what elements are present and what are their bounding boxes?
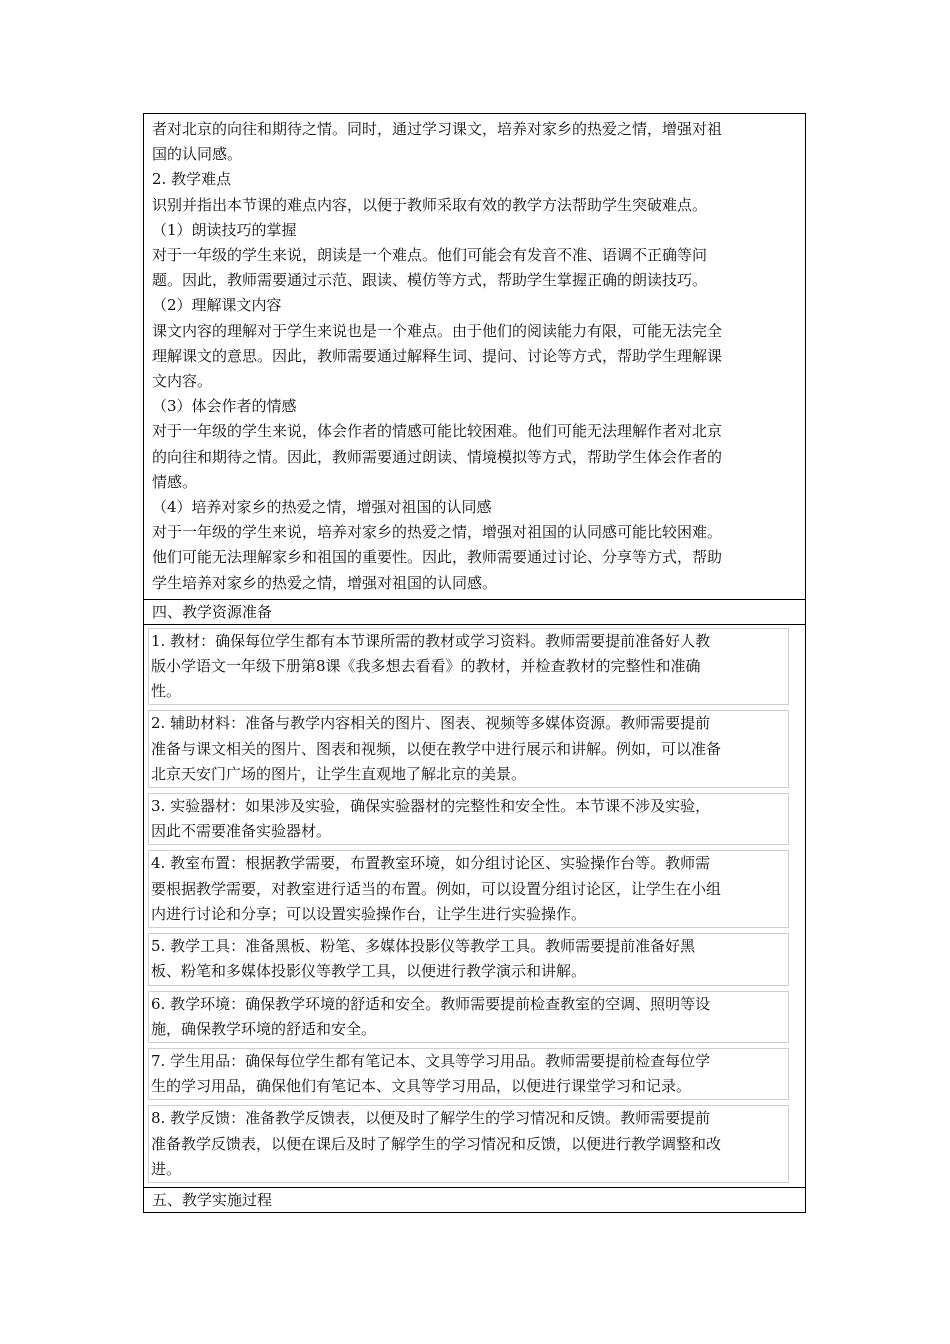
resource-item-line: 7. 学生用品：确保每位学生都有笔记本、文具等学习用品。教师需要提前检查每位学 (151, 1051, 711, 1070)
text-line: 题。因此，教师需要通过示范、跟读、模仿等方式，帮助学生掌握正确的朗读技巧。 (152, 271, 708, 290)
resource-item (148, 1048, 789, 1100)
resource-item-line: 准备教学反馈表，以便在课后及时了解学生的学习情况和反馈，以便进行教学调整和改 (151, 1134, 722, 1153)
text-line: 国的认同感。 (152, 145, 243, 164)
resource-item-line: 因此不需要准备实验器材。 (151, 822, 332, 841)
text-line: 对于一年级的学生来说，体会作者的情感可能比较困难。他们可能无法理解作者对北京 (152, 422, 723, 441)
text-line: （4）培养对家乡的热爱之情，增强对祖国的认同感 (152, 498, 492, 517)
text-line: 2. 教学难点 (152, 170, 232, 189)
text-line: 课文内容的理解对于学生来说也是一个难点。由于他们的阅读能力有限，可能无法完全 (152, 321, 723, 340)
resource-item-line: 1. 教材：确保每位学生都有本节课所需的教材或学习资料。教师需要提前准备好人教 (151, 631, 711, 650)
resource-item-line: 要根据教学需要，对教室进行适当的布置。例如，可以设置分组讨论区，让学生在小组 (151, 879, 722, 898)
resource-item-line: 施，确保教学环境的舒适和安全。 (151, 1019, 377, 1038)
resource-item (148, 628, 789, 706)
teaching-difficulties-text (144, 114, 805, 599)
resource-item-line: 版小学语文一年级下册第8课《我多想去看看》的教材，并检查教材的完整性和准确 (151, 657, 701, 676)
text-line: 情感。 (152, 472, 198, 491)
resource-item-line: 进。 (151, 1159, 182, 1178)
resource-item-line: 北京天安门广场的图片，让学生直观地了解北京的美景。 (151, 764, 527, 783)
text-line: （1）朗读技巧的掌握 (152, 220, 297, 239)
resource-item-line: 8. 教学反馈：准备教学反馈表，以便及时了解学生的学习情况和反馈。教师需要提前 (151, 1109, 711, 1128)
lesson-plan-table (143, 113, 806, 1213)
resource-item (148, 991, 789, 1043)
resource-item-line: 3. 实验器材：如果涉及实验，确保实验器材的完整性和安全性。本节课不涉及实验， (151, 797, 711, 816)
section3-row (144, 114, 806, 600)
section3-cell (144, 114, 806, 600)
resource-list (144, 625, 805, 1187)
section5-heading-cell (144, 1187, 806, 1212)
text-line: 识别并指出本节课的难点内容，以便于教师采取有效的教学方法帮助学生突破难点。 (152, 195, 708, 214)
section4-body-row (144, 624, 806, 1187)
text-line: 理解课文的意思。因此，教师需要通过解释生词、提问、讨论等方式，帮助学生理解课 (152, 346, 723, 365)
resource-item (148, 850, 789, 928)
section5-heading: 五、教学实施过程 (152, 1190, 273, 1209)
text-line: 对于一年级的学生来说，培养对家乡的热爱之情，增强对祖国的认同感可能比较困难。 (152, 523, 723, 542)
resource-item (148, 933, 789, 985)
text-line: 的向往和期待之情。因此，教师需要通过朗读、情境模拟等方式，帮助学生体会作者的 (152, 447, 723, 466)
resource-item-line: 2. 辅助材料：准备与教学内容相关的图片、图表、视频等多媒体资源。教师需要提前 (151, 714, 711, 733)
resource-item (148, 710, 789, 788)
resource-item (148, 793, 789, 845)
text-line: 者对北京的向往和期待之情。同时，通过学习课文，培养对家乡的热爱之情，增强对祖 (152, 120, 723, 138)
section4-body-cell (144, 624, 806, 1187)
section5-heading-row (144, 1187, 806, 1212)
resource-item (148, 1105, 789, 1183)
text-line: （3）体会作者的情感 (152, 397, 297, 416)
text-line: 文内容。 (152, 372, 213, 391)
resource-item-line: 5. 教学工具：准备黑板、粉笔、多媒体投影仪等教学工具。教师需要提前准备好黑 (151, 937, 696, 956)
text-line: 对于一年级的学生来说，朗读是一个难点。他们可能会有发音不准、语调不正确等问 (152, 246, 708, 265)
resource-item-line: 性。 (151, 682, 182, 701)
section4-heading: 四、教学资源准备 (152, 602, 273, 621)
text-line: （2）理解课文内容 (152, 296, 282, 315)
resource-item-line: 4. 教室布置：根据教学需要，布置教室环境，如分组讨论区、实验操作台等。教师需 (151, 854, 711, 873)
resource-item-line: 准备与课文相关的图片、图表和视频，以便在教学中进行展示和讲解。例如，可以准备 (151, 739, 722, 758)
text-line: 学生培养对家乡的热爱之情，增强对祖国的认同感。 (152, 573, 498, 592)
section4-heading-row (144, 599, 806, 624)
resource-item-line: 内进行讨论和分享；可以设置实验操作台，让学生进行实验操作。 (151, 904, 587, 923)
resource-item-line: 6. 教学环境：确保教学环境的舒适和安全。教师需要提前检查教室的空调、照明等设 (151, 994, 711, 1013)
text-line: 他们可能无法理解家乡和祖国的重要性。因此，教师需要通过讨论、分享等方式，帮助 (152, 548, 723, 567)
resource-item-line: 生的学习用品，确保他们有笔记本、文具等学习用品，以便进行课堂学习和记录。 (151, 1077, 692, 1096)
section4-heading-cell (144, 599, 806, 624)
resource-item-line: 板、粉笔和多媒体投影仪等教学工具，以便进行教学演示和讲解。 (151, 962, 587, 981)
